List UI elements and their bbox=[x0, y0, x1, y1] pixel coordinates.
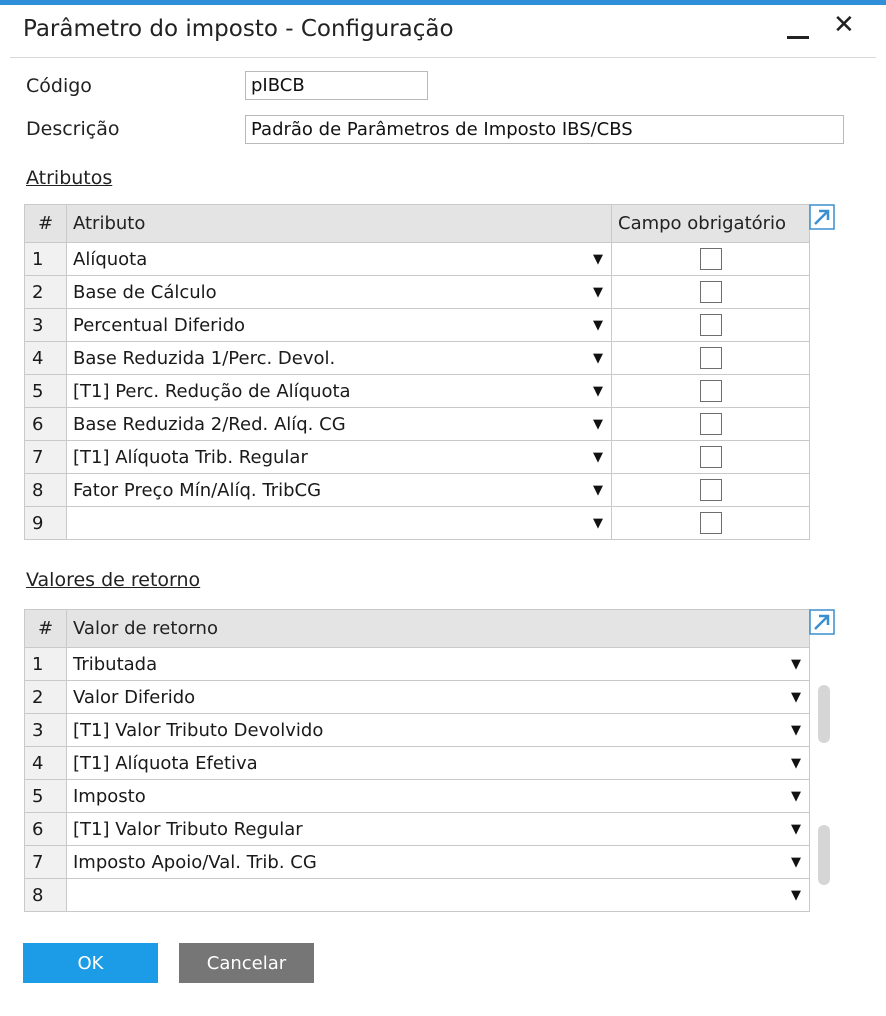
return-value-cell[interactable] bbox=[67, 879, 810, 912]
code-label: Código bbox=[26, 75, 92, 97]
scrollbar-thumb-upper[interactable] bbox=[818, 685, 830, 743]
required-checkbox[interactable] bbox=[700, 413, 722, 435]
return-values-section-link[interactable]: Valores de retorno bbox=[26, 569, 201, 591]
dropdown-arrow-icon[interactable]: ▼ bbox=[593, 482, 603, 498]
required-cell bbox=[612, 474, 810, 507]
row-number: 6 bbox=[25, 813, 67, 846]
row-number: 4 bbox=[25, 747, 67, 780]
return-value-row[interactable] bbox=[25, 714, 810, 747]
attribute-row[interactable] bbox=[25, 375, 810, 408]
column-header-num: # bbox=[25, 205, 67, 243]
attribute-cell[interactable] bbox=[67, 243, 612, 276]
row-number: 2 bbox=[25, 276, 67, 309]
required-cell bbox=[612, 309, 810, 342]
window-accent-bar bbox=[0, 0, 886, 5]
attribute-value: Base Reduzida 1/Perc. Devol. bbox=[73, 347, 336, 369]
return-value-row[interactable] bbox=[25, 879, 810, 912]
row-number: 6 bbox=[25, 408, 67, 441]
return-value-cell[interactable] bbox=[67, 747, 810, 780]
attribute-row[interactable] bbox=[25, 276, 810, 309]
row-number: 8 bbox=[25, 879, 67, 912]
return-value: Tributada bbox=[73, 653, 158, 675]
required-checkbox[interactable] bbox=[700, 446, 722, 468]
return-value-cell[interactable] bbox=[67, 681, 810, 714]
attribute-cell[interactable] bbox=[67, 474, 612, 507]
row-number: 3 bbox=[25, 309, 67, 342]
required-cell bbox=[612, 441, 810, 474]
dropdown-arrow-icon[interactable]: ▼ bbox=[791, 722, 801, 738]
attribute-row[interactable] bbox=[25, 243, 810, 276]
attribute-row[interactable] bbox=[25, 441, 810, 474]
attribute-row[interactable] bbox=[25, 507, 810, 540]
row-number: 1 bbox=[25, 243, 67, 276]
required-cell bbox=[612, 243, 810, 276]
dropdown-arrow-icon[interactable]: ▼ bbox=[593, 350, 603, 366]
required-cell bbox=[612, 276, 810, 309]
row-number: 5 bbox=[25, 375, 67, 408]
column-header-required[interactable]: Campo obrigatório bbox=[612, 205, 810, 243]
required-cell bbox=[612, 507, 810, 540]
row-number: 4 bbox=[25, 342, 67, 375]
attribute-value: Base Reduzida 2/Red. Alíq. CG bbox=[73, 413, 346, 435]
attribute-cell[interactable] bbox=[67, 375, 612, 408]
required-checkbox[interactable] bbox=[700, 512, 722, 534]
attribute-value: Fator Preço Mín/Alíq. TribCG bbox=[73, 479, 322, 501]
attribute-cell[interactable] bbox=[67, 309, 612, 342]
dropdown-arrow-icon[interactable]: ▼ bbox=[791, 689, 801, 705]
return-value-row[interactable] bbox=[25, 681, 810, 714]
dropdown-arrow-icon[interactable]: ▼ bbox=[593, 317, 603, 333]
return-value-row[interactable] bbox=[25, 780, 810, 813]
dropdown-arrow-icon[interactable]: ▼ bbox=[791, 854, 801, 870]
attributes-header-row bbox=[25, 205, 810, 243]
window-title: Parâmetro do imposto - Configuração bbox=[23, 16, 454, 42]
return-value: [T1] Alíquota Efetiva bbox=[73, 752, 258, 774]
row-number: 3 bbox=[25, 714, 67, 747]
return-values-table bbox=[24, 609, 810, 912]
description-field[interactable] bbox=[245, 115, 844, 144]
required-cell bbox=[612, 342, 810, 375]
required-checkbox[interactable] bbox=[700, 347, 722, 369]
dropdown-arrow-icon[interactable]: ▼ bbox=[593, 383, 603, 399]
column-header-num: # bbox=[25, 610, 67, 648]
attribute-row[interactable] bbox=[25, 309, 810, 342]
required-checkbox[interactable] bbox=[700, 281, 722, 303]
return-value-cell[interactable] bbox=[67, 714, 810, 747]
return-values-header-row bbox=[25, 610, 810, 648]
dropdown-arrow-icon[interactable]: ▼ bbox=[791, 887, 801, 903]
attribute-cell[interactable] bbox=[67, 342, 612, 375]
attribute-cell[interactable] bbox=[67, 408, 612, 441]
attribute-cell[interactable] bbox=[67, 441, 612, 474]
close-icon[interactable]: ✕ bbox=[833, 10, 855, 40]
attribute-cell[interactable] bbox=[67, 507, 612, 540]
required-checkbox[interactable] bbox=[700, 314, 722, 336]
return-value-row[interactable] bbox=[25, 813, 810, 846]
dropdown-arrow-icon[interactable]: ▼ bbox=[791, 821, 801, 837]
row-number: 8 bbox=[25, 474, 67, 507]
attributes-table bbox=[24, 204, 810, 540]
return-value-cell[interactable] bbox=[67, 780, 810, 813]
dropdown-arrow-icon[interactable]: ▼ bbox=[791, 788, 801, 804]
return-value-cell[interactable] bbox=[67, 813, 810, 846]
attribute-value: Percentual Diferido bbox=[73, 314, 246, 336]
attribute-row[interactable] bbox=[25, 408, 810, 441]
ok-button[interactable]: OK bbox=[23, 943, 158, 983]
attribute-row[interactable] bbox=[25, 342, 810, 375]
return-value-row[interactable] bbox=[25, 846, 810, 879]
required-cell bbox=[612, 375, 810, 408]
row-number: 7 bbox=[25, 846, 67, 879]
cancel-button[interactable]: Cancelar bbox=[179, 943, 314, 983]
return-values-expand-icon[interactable] bbox=[809, 609, 835, 635]
return-value: [T1] Valor Tributo Devolvido bbox=[73, 719, 324, 741]
attribute-row[interactable] bbox=[25, 474, 810, 507]
row-number: 9 bbox=[25, 507, 67, 540]
dropdown-arrow-icon[interactable]: ▼ bbox=[593, 449, 603, 465]
return-value: Valor Diferido bbox=[73, 686, 196, 708]
required-cell bbox=[612, 408, 810, 441]
return-value-row[interactable] bbox=[25, 747, 810, 780]
attribute-cell[interactable] bbox=[67, 276, 612, 309]
column-header-attribute[interactable]: Atributo bbox=[67, 205, 612, 243]
dropdown-arrow-icon[interactable]: ▼ bbox=[593, 284, 603, 300]
dropdown-arrow-icon[interactable]: ▼ bbox=[791, 656, 801, 672]
attribute-value: Alíquota bbox=[73, 248, 148, 270]
required-checkbox[interactable] bbox=[700, 479, 722, 501]
required-checkbox[interactable] bbox=[700, 380, 722, 402]
attributes-expand-icon[interactable] bbox=[809, 204, 835, 230]
attribute-value: Base de Cálculo bbox=[73, 281, 217, 303]
column-header-return-value[interactable]: Valor de retorno bbox=[67, 610, 810, 648]
return-value: Imposto bbox=[73, 785, 146, 807]
return-value-cell[interactable] bbox=[67, 648, 810, 681]
row-number: 1 bbox=[25, 648, 67, 681]
return-value-cell[interactable] bbox=[67, 846, 810, 879]
attributes-section-link[interactable]: Atributos bbox=[26, 167, 113, 189]
return-value: Imposto Apoio/Val. Trib. CG bbox=[73, 851, 317, 873]
minimize-icon[interactable] bbox=[787, 36, 809, 39]
code-field[interactable] bbox=[245, 71, 428, 100]
row-number: 5 bbox=[25, 780, 67, 813]
row-number: 2 bbox=[25, 681, 67, 714]
dropdown-arrow-icon[interactable]: ▼ bbox=[593, 416, 603, 432]
attribute-value: [T1] Perc. Redução de Alíquota bbox=[73, 380, 351, 402]
attribute-value: [T1] Alíquota Trib. Regular bbox=[73, 446, 308, 468]
dropdown-arrow-icon[interactable]: ▼ bbox=[791, 755, 801, 771]
row-number: 7 bbox=[25, 441, 67, 474]
return-value-row[interactable] bbox=[25, 648, 810, 681]
scrollbar-thumb-lower[interactable] bbox=[818, 825, 830, 885]
description-label: Descrição bbox=[26, 118, 120, 140]
dropdown-arrow-icon[interactable]: ▼ bbox=[593, 515, 603, 531]
dropdown-arrow-icon[interactable]: ▼ bbox=[593, 251, 603, 267]
return-value: [T1] Valor Tributo Regular bbox=[73, 818, 303, 840]
required-checkbox[interactable] bbox=[700, 248, 722, 270]
title-divider bbox=[10, 57, 876, 58]
